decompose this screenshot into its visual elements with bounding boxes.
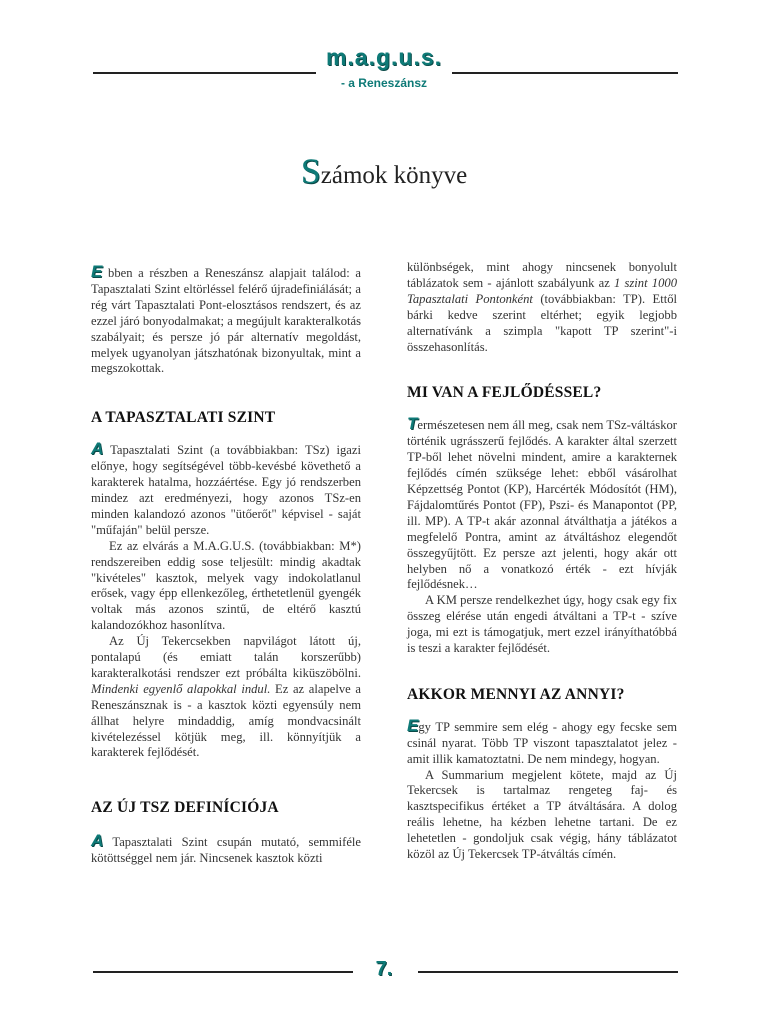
header-rule-right	[452, 72, 678, 74]
section-heading-uj-tsz-definicioja: AZ ÚJ TSZ DEFINÍCIÓJA	[91, 799, 279, 817]
brand-title: m.a.g.u.s.	[325, 44, 443, 70]
drop-cap: E	[91, 262, 103, 281]
continued-text-a: különbségek, mint ahogy nincsenek bonyolult táblázatok sem - ajánlott szabályunk az	[407, 260, 677, 290]
section1-paragraph1	[91, 441, 361, 538]
continued-paragraph	[407, 260, 677, 355]
page-number: 7.	[375, 958, 393, 980]
section3-text1: ermészetesen nem áll meg, csak nem TSz-váltáskor történik ugrásszerű fejlődés. A karakter által szerzett TP-ből lehet növelni mindent, amire a karakternek fejlődés címén szüksége lehet: ebből vásárolhat Képzettség Pontot (KP), Harcérték Módosítót (HM), Fájdalomtűrés Pontot (FP), Pszi- és Manapontot (PP, ill. MP). A TP-t akár azonnal átválthatja a játékos a megfelelő Pontra, amint az átváltáshoz elegendőt összegyűjtött. Ez persze azt jelenti, hogy akár ott helyben nő a vonatkozó érték - ezt hívják fejlődésnek…	[407, 418, 677, 592]
drop-cap: T	[407, 414, 418, 434]
section4-paragraph2: A Summarium megjelent kötete, majd az Új Tekercsek is tartalmaz rengeteg faj- és kasztspecifikus értéket a TP átváltására. A dolog reális lehetne, ha kézben lehetne tartani. De ez lehetetlen - gondoljuk csak végig, hány táblázatot közöl az Új Tekercsek TP-átváltás címén.	[407, 767, 677, 862]
drop-cap: A	[91, 831, 104, 851]
section4-text1: gy TP semmire sem elég - ahogy egy fecske sem csinál nyarat. Több TP viszont tapasztalatot jelez - amit illik kamatoztatni. De nem mindegy, hogyan.	[407, 719, 677, 766]
section-heading-fejlodes: MI VAN A FEJLŐDÉSSEL?	[407, 384, 602, 402]
left-column	[91, 264, 361, 867]
section3-paragraph2: A KM persze rendelkezhet úgy, hogy csak egy fix összeg elérése után engedi átváltani a TP-t - szíve joga, mi ezt is támogatjuk, mert ezzel irányíthatóbbá is teszi a karakter fejlődését.	[407, 593, 677, 656]
section1-text3a: Az Új Tekercsekben napvilágot látott új, pontalapú (és emiatt talán korszerűbb) karakteralkotási rendszer ezt próbálta kiküszöbölni.	[91, 634, 361, 680]
header-rule-left	[93, 72, 316, 74]
continued-text-b: (továbbiakban: TP). Ettől bárki kedve szerint eltérhet; egyik legjobb alternatívánk a szimpla "kapott TP szerint"-i összehasonlítás.	[407, 291, 677, 354]
section1-text1: Tapasztalati Szint (a továbbiakban: TSz) igazi előnye, hogy segítségével több-kevésbé követhető a karakterek hatalma, hozzáértése. Egy jó rendszerben mindez azt eredményezi, hogy azonos TSz-en minden kalandozó azonos "ütőerőt" képvisel - saját "műfaján" belül persze.	[91, 443, 361, 537]
section1-text3-em: Mindenki egyenlő alapokkal indul.	[91, 681, 271, 696]
section-heading-mennyi-az-annyi: AKKOR MENNYI AZ ANNYI?	[407, 685, 625, 703]
drop-cap: E	[407, 715, 419, 735]
section-heading-tapasztalati-szint: A TAPASZTALATI SZINT	[91, 409, 276, 427]
section4-paragraph1	[407, 715, 677, 768]
brand-subtitle: - a Reneszánsz	[340, 76, 428, 90]
section1-paragraph2: Ez az elvárás a M.A.G.U.S. (továbbiakban: M*) rendszereiben eddig sose teljesült: mindig akadtak "kivételes" kasztok, melyek vagy indokolatlanul erősek, vagy épp ellenkezőleg, érthetetlenül gyengék voltak más azonos szintű, de eltérő kasztú kalandozókhoz hasonlítva.	[91, 538, 361, 633]
section1-text3b: Ez az alapelve a Reneszánsznak is - a kasztok közti egyensúly nem állhat helyre mindaddig, amíg mondvacsinált kivételezéssel kötjük meg, ill. könnyítjük a karakterek fejlődését.	[91, 681, 361, 760]
section1-paragraph3	[91, 634, 361, 761]
section2-text: Tapasztalati Szint csupán mutató, semmiféle kötöttséggel nem jár. Nincsenek kasztok közti	[91, 835, 362, 866]
right-column	[407, 260, 677, 863]
section2-paragraph	[91, 833, 361, 867]
continued-text-em: 1 szint 1000 Tapasztalati Pontonként	[407, 275, 677, 306]
chapter-title	[0, 150, 768, 192]
chapter-title-rest: zámok könyve	[320, 162, 468, 189]
section3-paragraph1	[407, 416, 677, 593]
intro-paragraph	[91, 264, 361, 377]
intro-text: bben a részben a Reneszánsz alapjait találod: a Tapasztalati Szint eltörléssel felérő újradefiniálását; a rég várt Tapasztalati Pont-elosztásos rendszert, és az ezzel járó bonyodalmakat; a megújult karakteralkotás szabályait; és persze jó pár alternatív megoldást, melyek ugyanolyan játszhatónak bizonyultak, mint a megszokottak.	[91, 266, 361, 376]
drop-cap: A	[91, 439, 104, 459]
chapter-title-initial: S	[300, 151, 321, 191]
